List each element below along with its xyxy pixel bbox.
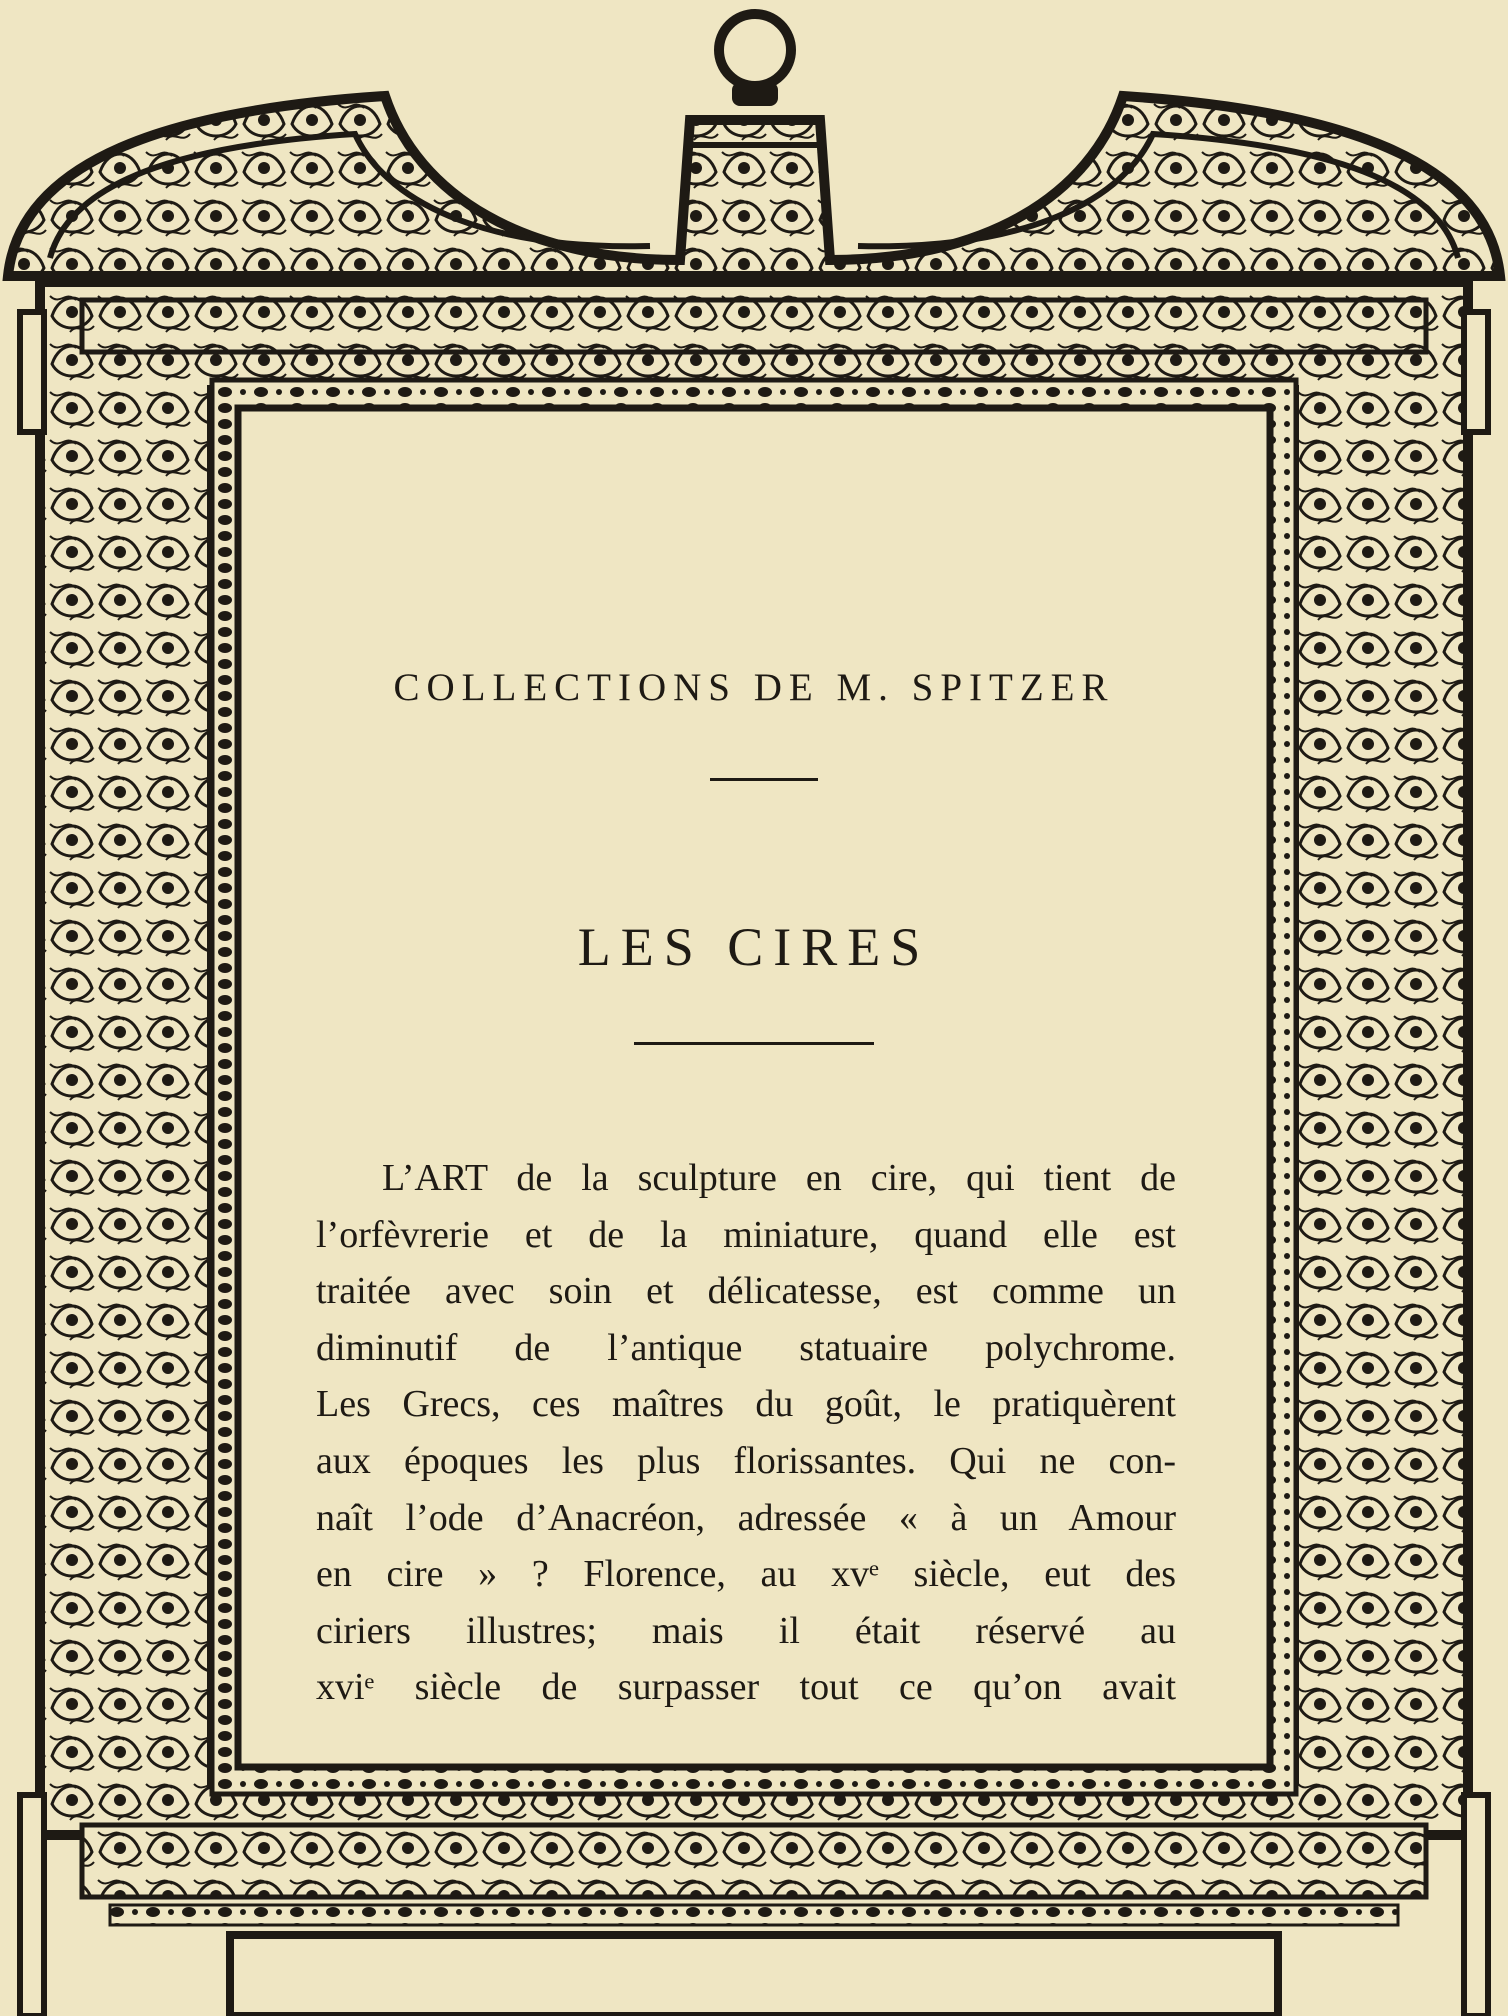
collection-title: COLLECTIONS DE M. SPITZER <box>393 666 1115 709</box>
paragraph-line: traitée avec soin et délicatesse, est comme un <box>316 1270 1176 1313</box>
page-content <box>250 430 1258 1780</box>
title-divider-long <box>634 1042 874 1045</box>
paragraph-line: en cire » ? Florence, au xvᵉ siècle, eut des <box>316 1553 1176 1596</box>
body-paragraph <box>316 1150 1176 1716</box>
paragraph-line: naît l’ode d’Anacréon, adressée « à un Amour <box>316 1496 1176 1539</box>
chapter-title: LES CIRES <box>577 917 931 978</box>
frame-pediment <box>8 96 1500 276</box>
paragraph-line: ciriers illustres; mais il était réservé au <box>316 1609 1176 1652</box>
paragraph-line: diminutif de l’antique statuaire polychrome. <box>316 1326 1176 1369</box>
paragraph-line: L’ART de la sculpture en cire, qui tient de <box>382 1157 1176 1199</box>
hanging-ring-icon <box>719 14 791 106</box>
paragraph-line: Les Grecs, ces maîtres du goût, le pratiquèrent <box>316 1383 1176 1426</box>
paragraph-line: l’orfèvrerie et de la miniature, quand elle est <box>316 1213 1176 1256</box>
paragraph-line: xviᵉ siècle de surpasser tout ce qu’on avait <box>316 1666 1176 1709</box>
title-divider-short <box>710 778 818 781</box>
frame-base <box>110 1905 1398 2016</box>
paragraph-line: aux époques les plus florissantes. Qui ne con- <box>316 1439 1176 1482</box>
